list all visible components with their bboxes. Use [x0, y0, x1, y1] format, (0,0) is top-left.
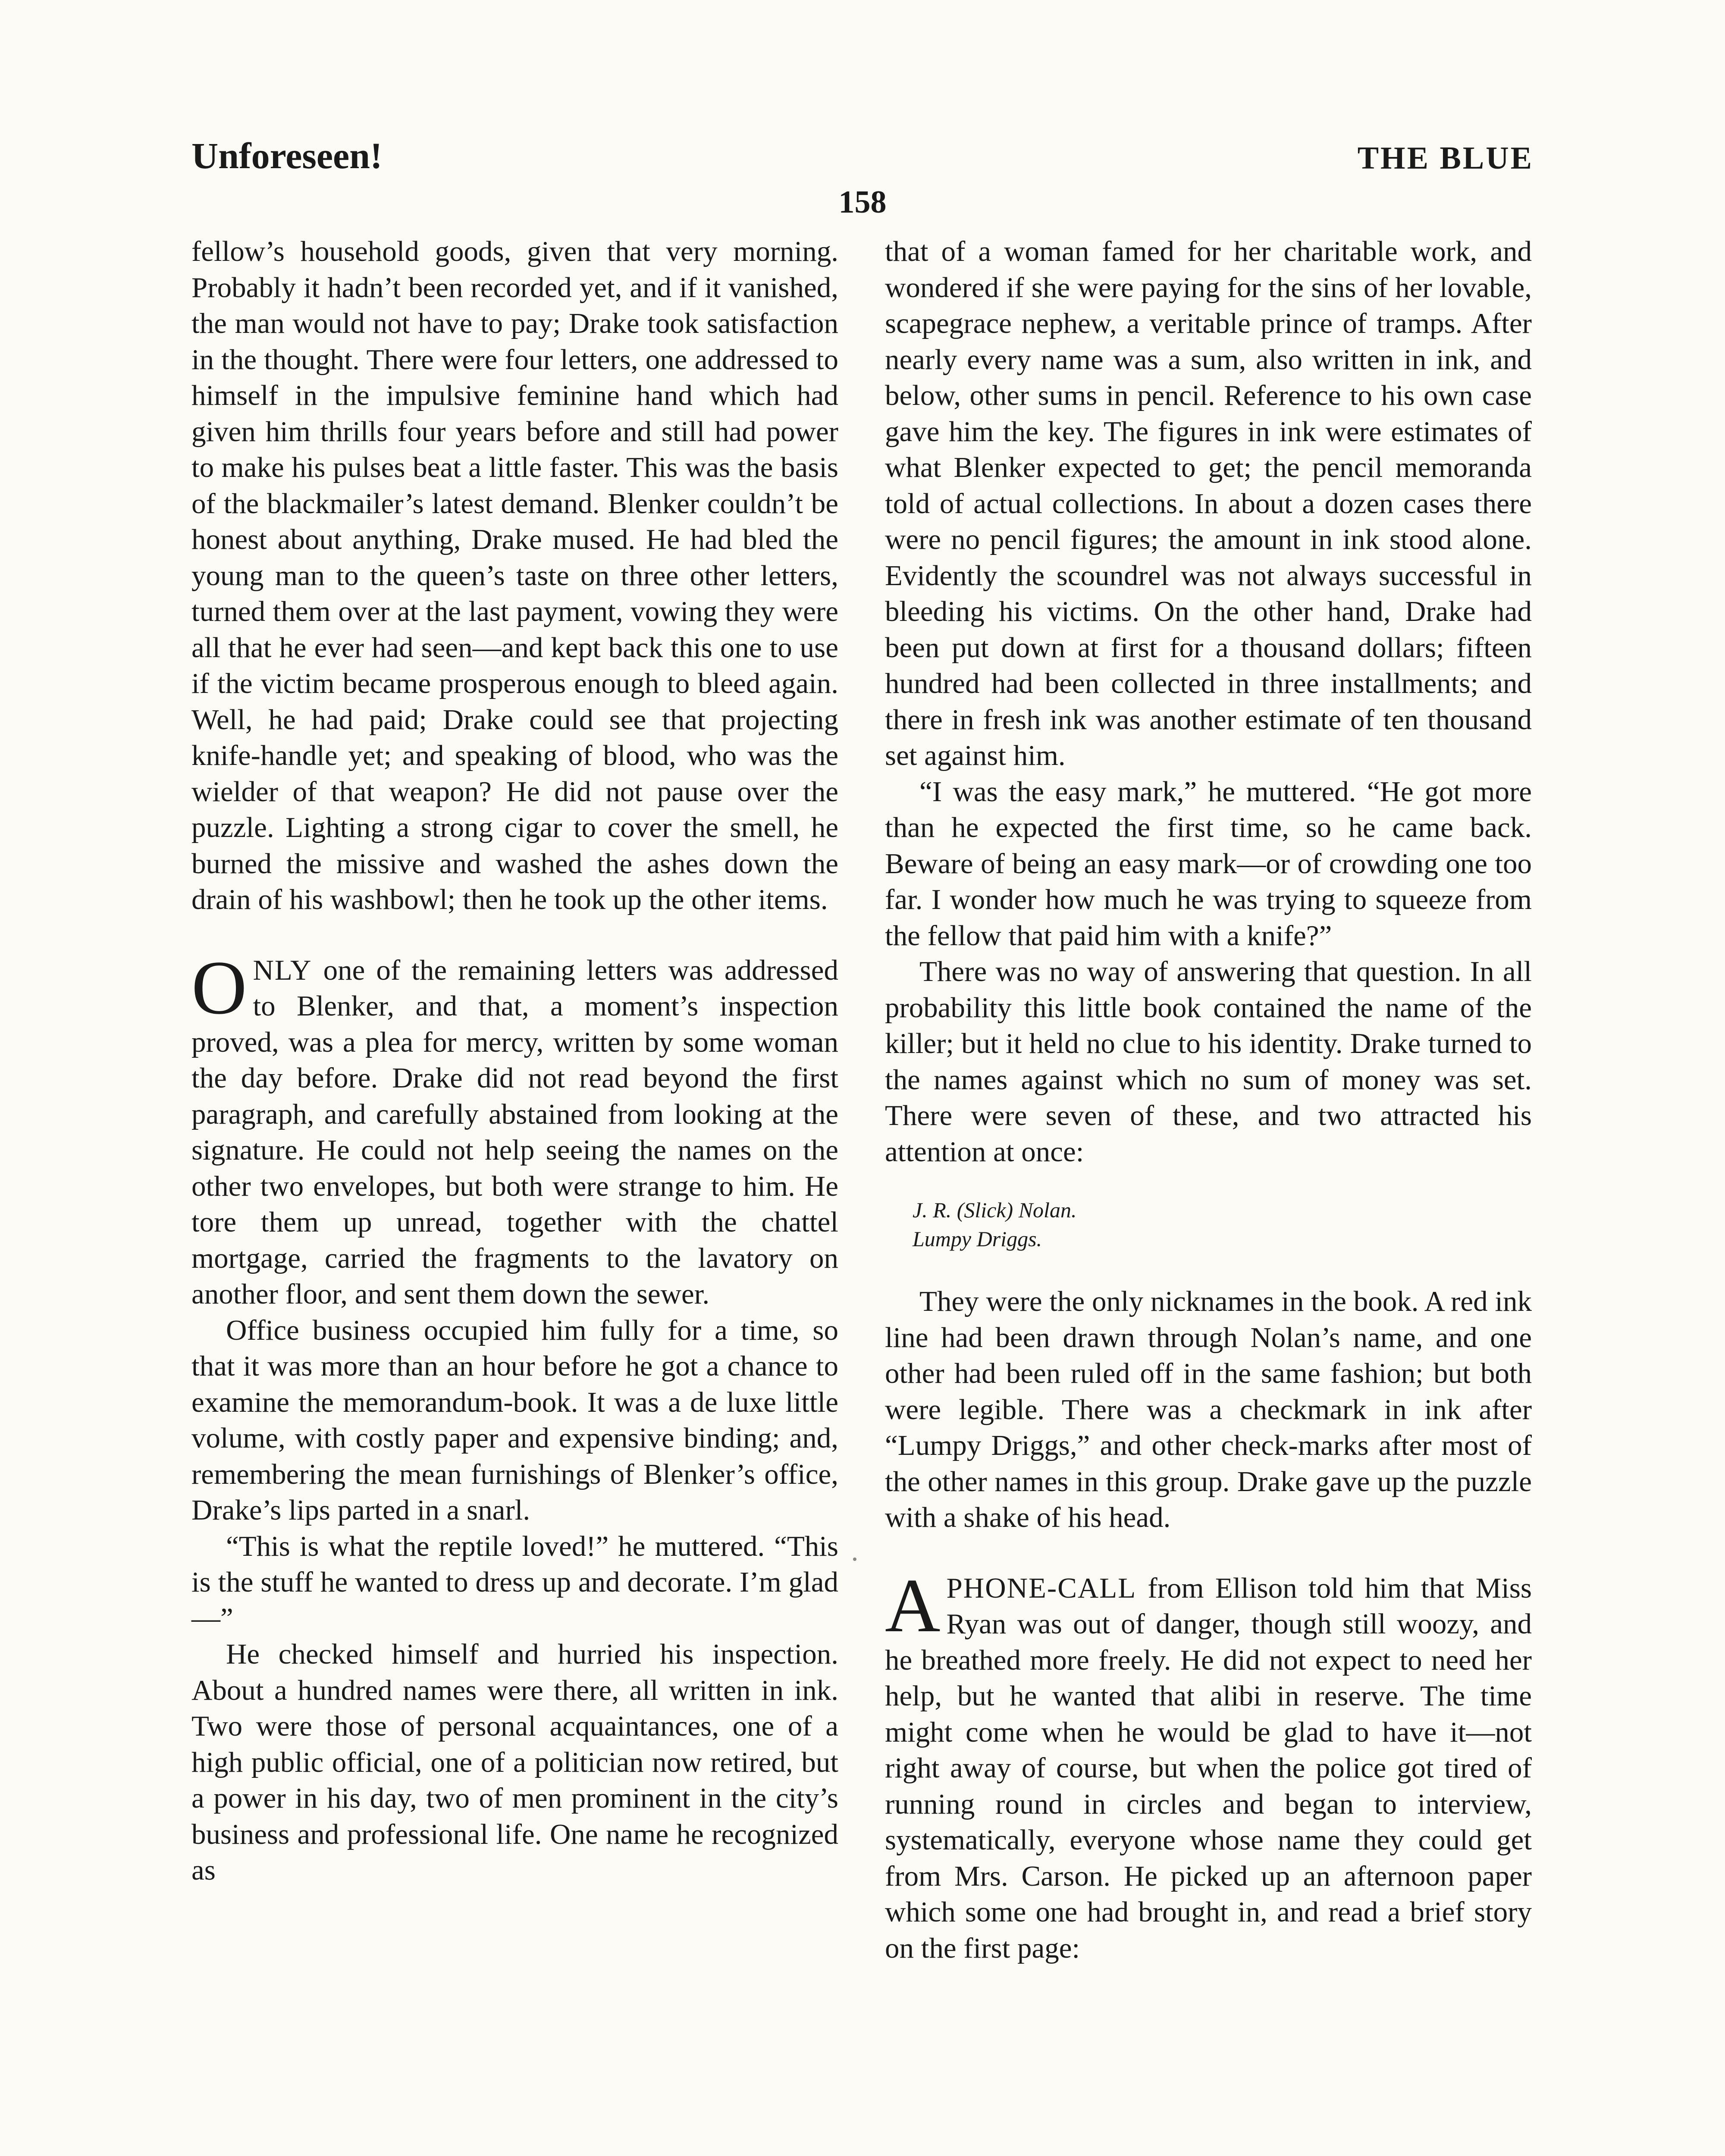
- ink-speck: [853, 1557, 856, 1561]
- paragraph: that of a woman famed for her charitable work, and wondered if she were paying for the sins of her lovable, scapegrace nephew, a veritable prince of tramps. After nearly every name was a sum, also written in ink, and below, other sums in pencil. Reference to his own case gave him the key. The figures in ink were estimates of what Blenker expected to get; the pencil memoranda told of actual collections. In about a dozen cases there were no pencil figures; the amount in ink stood alone. Evidently the scoundrel was not always successful in bleeding his victims. On the other hand, Drake had been put down at first for a thousand dollars; fifteen hundred had been collected in three installments; and there in fresh ink was another estimate of ten thousand set against him.: [885, 235, 1532, 771]
- right-column: [885, 234, 1532, 1966]
- story-title: Unforeseen!: [191, 135, 383, 176]
- paragraph: There was no way of answering that question. In all probability this little book contained the name of the killer; but it held no clue to his identity. Drake turned to the names against which no sum of money was set. There were seven of these, and two attracted his attention at once:: [885, 956, 1532, 1168]
- paragraph: “This is what the reptile loved!” he muttered. “This is the stuff he wanted to dress up and decorate. I’m glad—”: [191, 1530, 838, 1634]
- page-number: 158: [838, 185, 887, 220]
- lead-word: PHONE-CALL: [946, 1572, 1137, 1604]
- magazine-name: THE BLUE: [1357, 141, 1534, 176]
- left-column: [191, 234, 838, 1889]
- paragraph-dropcap: [885, 1562, 1532, 1967]
- name-list: [913, 1196, 1532, 1253]
- paragraph: fellow’s household goods, given that very morning. Probably it hadn’t been recorded yet, and if it vanished, the man would not have to pay; Drake took satisfaction in the thought. There were four letters, one addressed to himself in the impulsive feminine hand which had given him thrills four years before and still had power to make his pulses beat a little faster. This was the basis of the blackmailer’s latest demand. Blenker couldn’t be honest about anything, Drake mused. He had bled the young man to the queen’s taste on three other letters, turned them over at the last payment, vowing they were all that he ever had seen—and kept back this one to use if the victim became prosperous enough to bleed again. Well, he had paid; Drake could see that projecting knife-handle yet; and speaking of blood, who was the wielder of that weapon? He did not pause over the puzzle. Lighting a strong cigar to cover the smell, he burned the missive and washed the ashes down the drain of his washbowl; then he took up the other items.: [191, 235, 838, 915]
- lead-word: NLY: [253, 954, 312, 986]
- paragraph-dropcap: [191, 944, 838, 1313]
- paragraph-text: from Ellison told him that Miss Ryan was out of danger, though still woozy, and he breathed more freely. He did not expect to need her help, but he wanted that alibi in reserve. The time might come when he would be glad to have it—not right away of course, but when the police got tired of running round in circles and began to interview, systematically, everyone whose name they could get from Mrs. Carson. He picked up an afternoon paper which some one had brought in, and read a brief story on the first page:: [885, 1572, 1532, 1964]
- name-list-item: J. R. (Slick) Nolan.: [913, 1198, 1077, 1222]
- paragraph: They were the only nicknames in the book. A red ink line had been drawn through Nolan’s name, and one other had been ruled off in the same fashion; but both were legible. There was a checkmark in ink after “Lumpy Driggs,” and other check-marks after most of the other names in this group. Drake gave up the puzzle with a shake of his head.: [885, 1285, 1532, 1533]
- paragraph-text: one of the remaining letters was addressed to Blenker, and that, a moment’s inspection proved, was a plea for mercy, written by some woman the day before. Drake did not read beyond the first paragraph, and carefully abstained from looking at the signature. He could not help seeing the names on the other two envelopes, but both were strange to him. He tore them up unread, together with the chattel mortgage, carried the fragments to the lavatory on another floor, and sent them down the sewer.: [191, 954, 838, 1310]
- name-list-item: Lumpy Driggs.: [913, 1227, 1042, 1251]
- drop-cap: A: [885, 1562, 941, 1648]
- paragraph: “I was the easy mark,” he muttered. “He got more than he expected the first time, so he came back. Beware of being an easy mark—or of crowding one too far. I wonder how much he was trying to squeeze from the fellow that paid him with a knife?”: [885, 775, 1532, 952]
- paragraph: Office business occupied him fully for a time, so that it was more than an hour before he got a chance to examine the memorandum-book. It was a de luxe little volume, with costly paper and expensive binding; and, remembering the mean furnishings of Blenker’s office, Drake’s lips parted in a snarl.: [191, 1314, 838, 1526]
- drop-cap: O: [191, 944, 247, 1030]
- paragraph: He checked himself and hurried his inspection. About a hundred names were there, all written in ink. Two were those of personal acquaintances, one of a high public official, one of a politician now retired, but a power in his day, two of men prominent in the city’s business and professional life. One name he recognized as: [191, 1638, 838, 1886]
